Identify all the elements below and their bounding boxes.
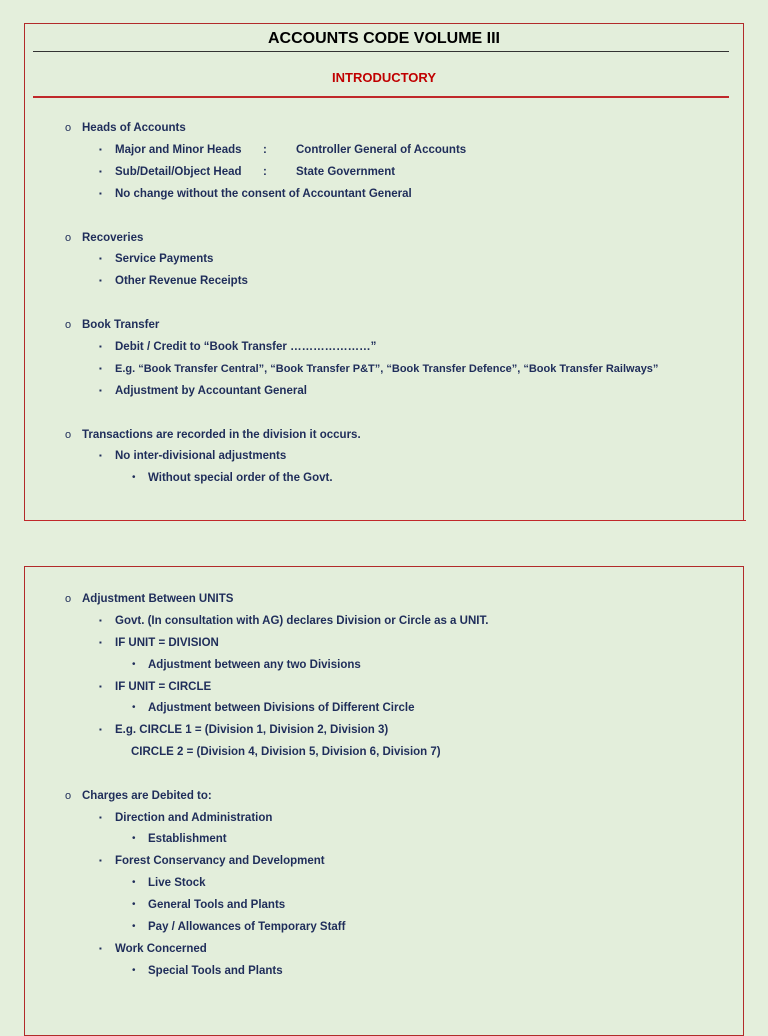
list-item: Debit / Credit to “Book Transfer …………………” [115,341,377,353]
list-item: General Tools and Plants [148,899,286,911]
list-item: Special Tools and Plants [148,965,283,977]
list-item: Pay / Allowances of Temporary Staff [148,921,346,933]
list-item: Heads of Accounts [82,122,186,134]
list-item: IF UNIT = CIRCLE [115,681,212,693]
outline-bullet: o [65,319,72,331]
square-bullet: ▪ [99,386,102,395]
colon: : [263,144,267,156]
list-item: Establishment [148,833,227,845]
colon: : [263,166,267,178]
subtitle-divider [33,96,729,98]
square-bullet: ▪ [99,364,102,373]
list-item: Adjustment between any two Divisions [148,659,361,671]
dot-bullet: • [132,899,136,910]
square-bullet: ▪ [99,254,102,263]
square-bullet: ▪ [99,813,102,822]
document-page-2 [24,566,744,1036]
list-item: No inter-divisional adjustments [115,450,287,462]
outline-bullet: o [65,232,72,244]
square-bullet: ▪ [99,856,102,865]
list-item: No change without the consent of Accountant General [115,188,412,200]
square-bullet: ▪ [99,616,102,625]
list-item-value: State Government [296,166,396,178]
list-item-value: Controller General of Accounts [296,144,467,156]
list-item: Work Concerned [115,943,207,955]
outline-bullet: o [65,593,72,605]
dot-bullet: • [132,921,136,932]
square-bullet: ▪ [99,638,102,647]
dot-bullet: • [132,472,136,483]
list-item: Adjustment Between UNITS [82,593,234,605]
list-item: Major and Minor Heads [115,144,242,156]
dot-bullet: • [132,965,136,976]
list-item: Charges are Debited to: [82,790,212,802]
list-item: Book Transfer [82,319,160,331]
dot-bullet: • [132,833,136,844]
square-bullet: ▪ [99,944,102,953]
list-item: Live Stock [148,877,206,889]
square-bullet: ▪ [99,725,102,734]
page-title: ACCOUNTS CODE VOLUME III [267,30,500,47]
dot-bullet: • [132,659,136,670]
section-subtitle: INTRODUCTORY [332,70,436,85]
list-item: Adjustment by Accountant General [115,385,307,397]
list-item: Other Revenue Receipts [115,275,248,287]
square-bullet: ▪ [99,189,102,198]
square-bullet: ▪ [99,451,102,460]
list-item: E.g. “Book Transfer Central”, “Book Transfer P&T”, “Book Transfer Defence”, “Book Transfer Railways” [115,363,659,375]
document-page-1 [24,23,744,521]
page-bottom-border [24,520,746,521]
square-bullet: ▪ [99,167,102,176]
outline-bullet: o [65,790,72,802]
square-bullet: ▪ [99,145,102,154]
list-item: Forest Conservancy and Development [115,855,325,867]
outline-bullet: o [65,122,72,134]
list-item: Govt. (In consultation with AG) declares Division or Circle as a UNIT. [115,615,489,627]
list-item: Sub/Detail/Object Head [115,166,242,178]
list-item: Transactions are recorded in the division it occurs. [82,429,361,441]
square-bullet: ▪ [99,276,102,285]
list-item: Service Payments [115,253,214,265]
list-item-continuation: CIRCLE 2 = (Division 4, Division 5, Division 6, Division 7) [131,746,441,758]
dot-bullet: • [132,702,136,713]
list-item: Direction and Administration [115,812,273,824]
square-bullet: ▪ [99,682,102,691]
list-item: IF UNIT = DIVISION [115,637,219,649]
list-item: Adjustment between Divisions of Different Circle [148,702,415,714]
list-item: Recoveries [82,232,144,244]
list-item: E.g. CIRCLE 1 = (Division 1, Division 2, Division 3) [115,724,389,736]
outline-bullet: o [65,429,72,441]
title-divider [33,51,729,52]
list-item: Without special order of the Govt. [148,472,333,484]
square-bullet: ▪ [99,342,102,351]
dot-bullet: • [132,877,136,888]
